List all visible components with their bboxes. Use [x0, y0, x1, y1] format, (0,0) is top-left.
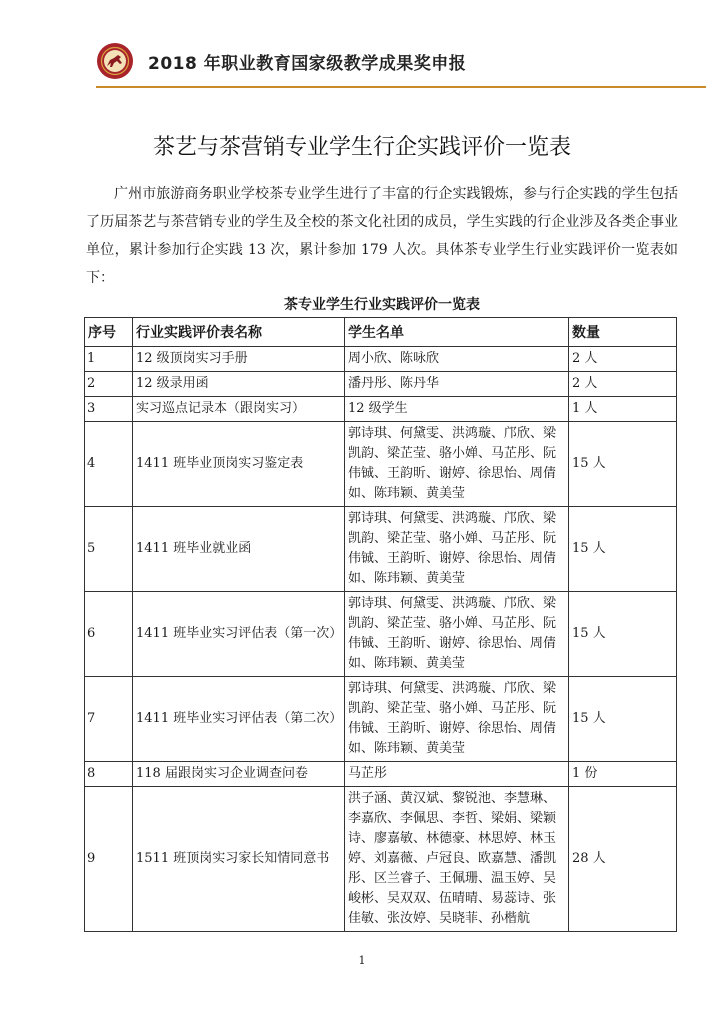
row-form-name: 12 级录用函 [133, 372, 345, 397]
row-form-name: 1411 班毕业就业函 [133, 507, 345, 592]
row-serial: 7 [85, 677, 133, 762]
page-header [96, 36, 706, 88]
row-quantity: 28 人 [569, 787, 677, 932]
table-row [85, 507, 677, 592]
row-students: 郭诗琪、何黛雯、洪鸿璇、邝欣、梁凯韵、梁芷莹、骆小婵、马芷彤、阮伟铖、王韵昕、谢婷、徐思怡、周倩如、陈玮颖、黄美莹 [345, 507, 569, 592]
table-row [85, 592, 677, 677]
evaluation-table [84, 317, 677, 932]
row-quantity: 15 人 [569, 422, 677, 507]
row-serial: 6 [85, 592, 133, 677]
row-students: 洪子涵、黄汉斌、黎锐池、李慧琳、李嘉欣、李佩思、李哲、梁娟、梁颖诗、廖嘉敏、林德豪、林思婷、林玉婷、刘嘉薇、卢冠良、欧嘉慧、潘凯彤、区兰睿子、王佩珊、温玉婷、吴峻彬、吴双双、伍晴晴、易蕊诗、张佳敏、张汝婷、吴晓菲、孙楷航 [345, 787, 569, 932]
row-serial: 3 [85, 397, 133, 422]
row-form-name: 实习巡点记录本（跟岗实习） [133, 397, 345, 422]
header-quantity: 数量 [569, 318, 677, 347]
page-number: 1 [358, 954, 366, 967]
row-form-name: 1411 班毕业实习评估表（第二次） [133, 677, 345, 762]
row-students: 潘丹彤、陈丹华 [345, 372, 569, 397]
table-row [85, 787, 677, 932]
header-title: 2018 年职业教育国家级教学成果奖申报 [148, 54, 467, 74]
row-students: 郭诗琪、何黛雯、洪鸿璇、邝欣、梁凯韵、梁芷莹、骆小婵、马芷彤、阮伟铖、王韵昕、谢婷、徐思怡、周倩如、陈玮颖、黄美莹 [345, 422, 569, 507]
row-students: 12 级学生 [345, 397, 569, 422]
row-students: 马芷彤 [345, 762, 569, 787]
row-quantity: 2 人 [569, 372, 677, 397]
row-serial: 5 [85, 507, 133, 592]
row-serial: 2 [85, 372, 133, 397]
table-row [85, 762, 677, 787]
table-row [85, 397, 677, 422]
row-students: 郭诗琪、何黛雯、洪鸿璇、邝欣、梁凯韵、梁芷莹、骆小婵、马芷彤、阮伟铖、王韵昕、谢婷、徐思怡、周倩如、陈玮颖、黄美莹 [345, 592, 569, 677]
row-serial: 1 [85, 347, 133, 372]
row-serial: 8 [85, 762, 133, 787]
row-form-name: 1411 班毕业实习评估表（第一次） [133, 592, 345, 677]
header-student-list: 学生名单 [345, 318, 569, 347]
document-title: 茶艺与茶营销专业学生行企实践评价一览表 [152, 135, 571, 160]
school-logo-icon [96, 42, 134, 80]
row-form-name: 1511 班顶岗实习家长知情同意书 [133, 787, 345, 932]
row-students: 周小欣、陈咏欣 [345, 347, 569, 372]
table-row [85, 422, 677, 507]
table-row [85, 347, 677, 372]
intro-paragraph: 广州市旅游商务职业学校茶专业学生进行了丰富的行企实践锻炼，参与行企实践的学生包括了历届茶艺与茶营销专业的学生及全校的茶文化社团的成员，学生实践的行企业涉及各类企事业单位，累计参加行企实践 13 次，累计参加 179 人次。具体茶专业学生行业实践评价一览表如下： [86, 186, 678, 286]
header-form-name: 行业实践评价表名称 [133, 318, 345, 347]
row-quantity: 15 人 [569, 677, 677, 762]
row-form-name: 12 级顶岗实习手册 [133, 347, 345, 372]
table-row [85, 372, 677, 397]
row-serial: 4 [85, 422, 133, 507]
row-quantity: 15 人 [569, 507, 677, 592]
row-students: 郭诗琪、何黛雯、洪鸿璇、邝欣、梁凯韵、梁芷莹、骆小婵、马芷彤、阮伟铖、王韵昕、谢婷、徐思怡、周倩如、陈玮颖、黄美莹 [345, 677, 569, 762]
row-quantity: 1 人 [569, 397, 677, 422]
table-row [85, 677, 677, 762]
row-form-name: 118 届跟岗实习企业调查问卷 [133, 762, 345, 787]
header-serial: 序号 [85, 318, 133, 347]
row-form-name: 1411 班毕业顶岗实习鉴定表 [133, 422, 345, 507]
table-caption: 茶专业学生行业实践评价一览表 [284, 297, 480, 313]
row-serial: 9 [85, 787, 133, 932]
table-header-row [85, 318, 677, 347]
row-quantity: 2 人 [569, 347, 677, 372]
row-quantity: 1 份 [569, 762, 677, 787]
row-quantity: 15 人 [569, 592, 677, 677]
